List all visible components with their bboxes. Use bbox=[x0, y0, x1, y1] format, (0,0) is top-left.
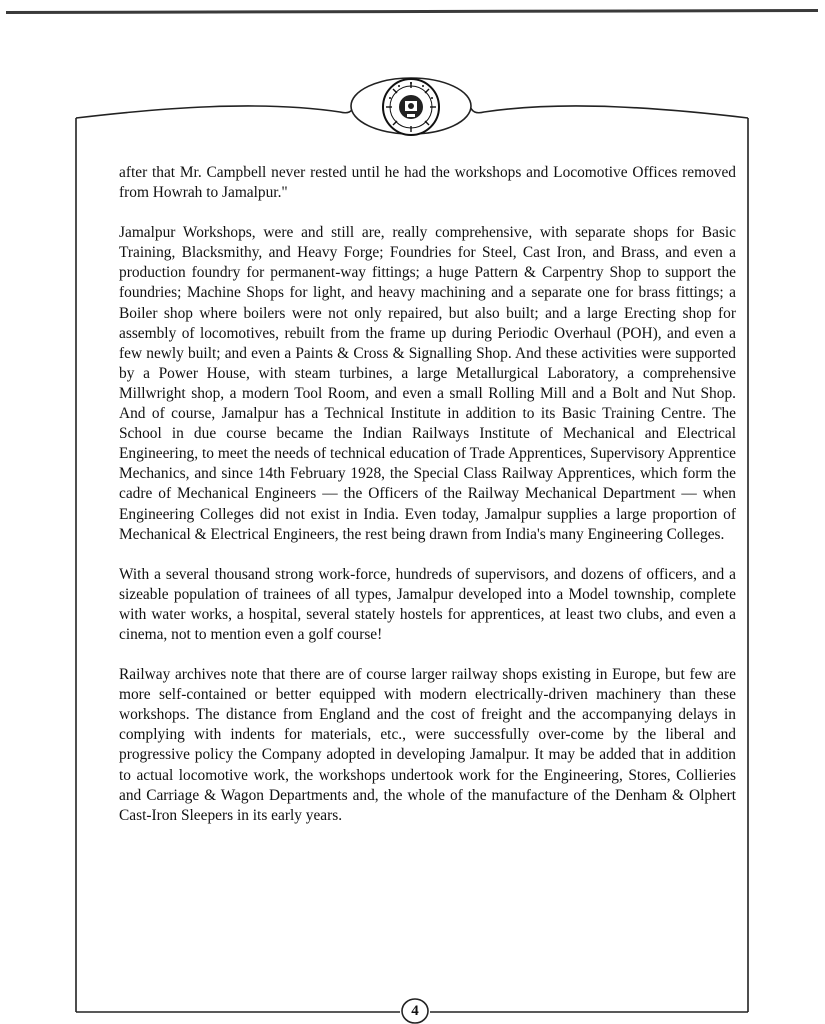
paragraph-2: Jamalpur Workshops, were and still are, really comprehensive, with separate shops for Basic Training, Blacksmithy, and Heavy Forge; Foundries for Steel, Cast Iron, and Brass, and even a production foundry for permanent-way fittings; a huge Pattern & Carpentry Shop to support the foundries; Machine Shops for light, and heavy machining and a separate one for brass fittings; a Boiler shop where boilers were not only repaired, but also built; and a large Erecting shop for assembly of locomotives, rebuilt from the frame up during Periodic Overhaul (POH), and even a few newly built; and even a Paints & Cross & Signalling Shop. And these activities were supported by a Power House, with steam turbines, a large Metallurgical Laboratory, a comprehensive Millwright shop, a modern Tool Room, and even a small Rolling Mill and a Bolt and Nut Shop. And of course, Jamalpur has a Technical Institute in addition to its Basic Training Centre. The School in due course became the Indian Railways Institute of Mechanical and Electrical Engineering, to meet the needs of technical education of Trade Apprentices, Supervisory Apprentice Mechanics, and since 14th February 1928, the Special Class Railway Apprentices, which form the cadre of Mechanical Engineers — the Officers of the Railway Mechanical Department — when Engineering Colleges did not exist in India. Even today, Jamalpur supplies a large proportion of Mechanical & Electrical Engineers, the rest being drawn from India's many Engineering Colleges. bbox=[119, 224, 736, 543]
paragraph-4: Railway archives note that there are of course larger railway shops existing in Europe, but few are more self-contained or better equipped with modern electrically-driven machinery than these workshops. The distance from England and the cost of freight and the accompanying delays in complying with indents for materials, etc., were successfully over-come by the liberal and progressive policy the Company adopted in developing Jamalpur. It may be added that in addition to actual locomotive work, the workshops undertook work for the Engineering, Stores, Collieries and Carriage & Wagon Departments and, the whole of the manufacture of the Denham & Olphert Cast-Iron Sleepers in its early years. bbox=[119, 666, 736, 824]
paragraph-1: after that Mr. Campbell never rested until he had the workshops and Locomotive Offices removed from Howrah to Jamalpur." bbox=[119, 164, 736, 202]
paragraph-3: With a several thousand strong work-force, hundreds of supervisors, and dozens of officers, and a sizeable population of trainees of all types, Jamalpur developed into a Model township, complete with water works, a hospital, several stately hostels for apprentices, at least two clubs, and even a cinema, not to mention even a golf course! bbox=[119, 565, 736, 643]
railway-emblem-icon bbox=[376, 74, 446, 140]
page-number: 4 bbox=[411, 1003, 419, 1019]
body-text bbox=[119, 163, 736, 846]
